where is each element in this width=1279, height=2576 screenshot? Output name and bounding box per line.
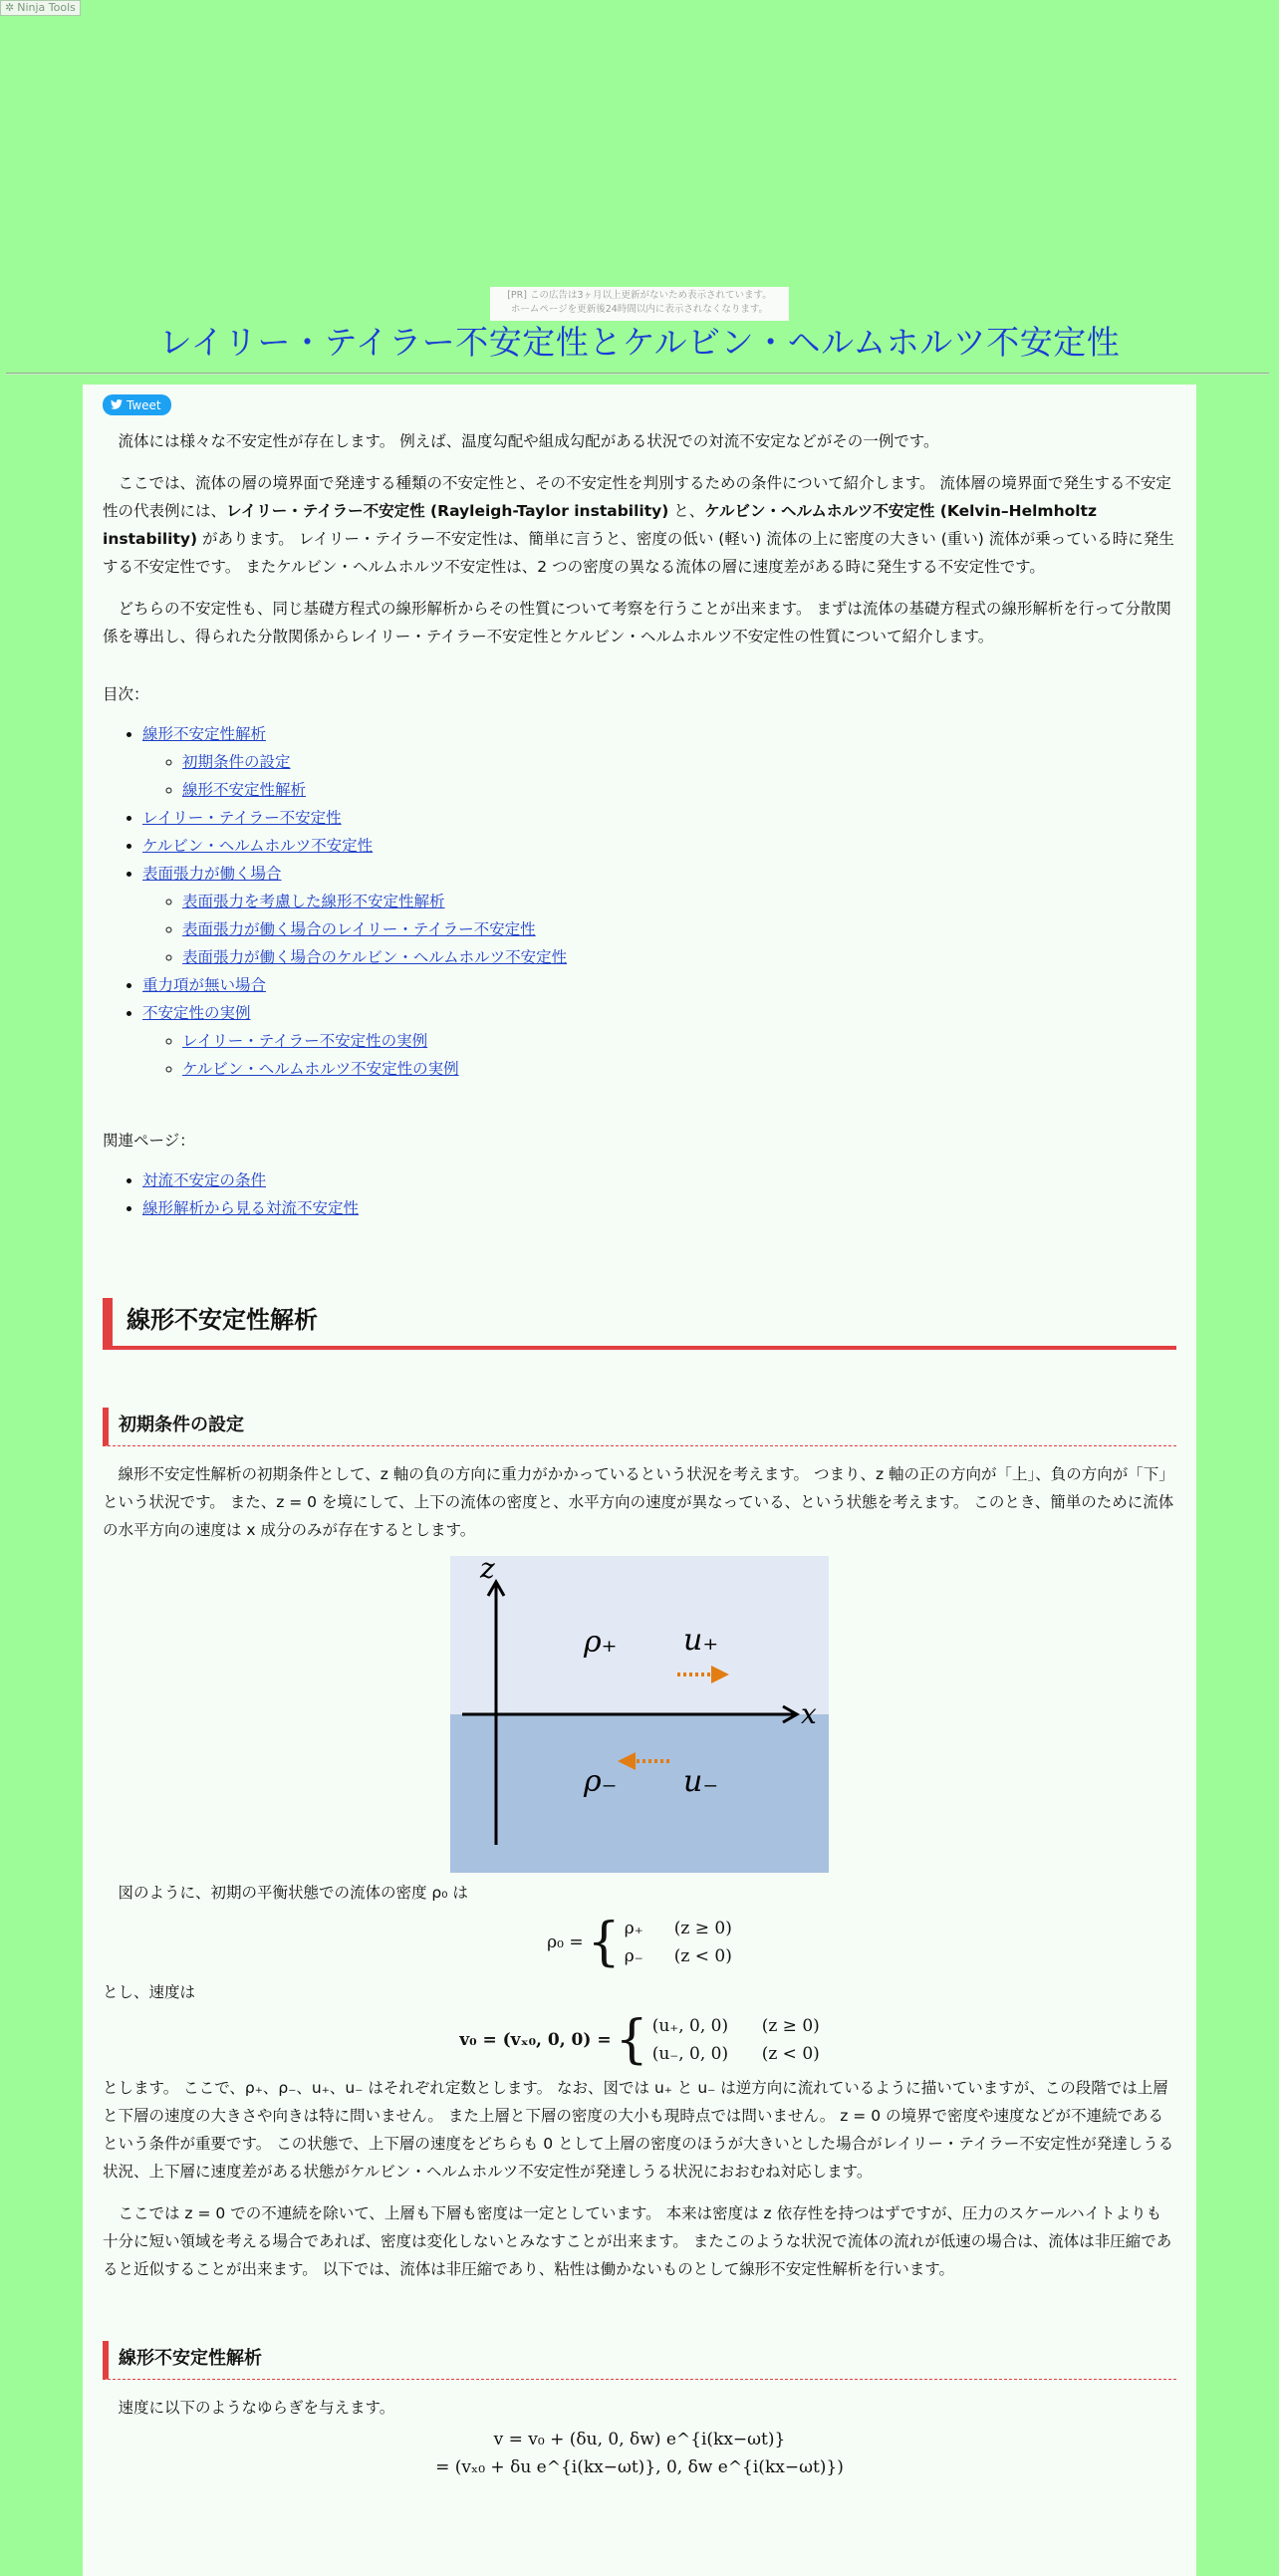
u-minus-label: u₋ [683, 1764, 719, 1799]
toc-item [142, 860, 1176, 971]
velocity-case1-value: (u₊, 0, 0) [651, 2016, 729, 2036]
toc-item [142, 720, 1176, 804]
density-case1-value: ρ₊ [624, 1919, 643, 1938]
ninja-icon: ✲ [5, 1, 15, 14]
velocity-case1-condition: (z ≥ 0) [761, 2016, 820, 2036]
rho-minus-label: ρ₋ [584, 1764, 618, 1799]
density-case2-condition: (z < 0) [673, 1946, 732, 1966]
velocity-eq-lhs: v₀ = (vₓ₀, 0, 0) = [459, 2030, 612, 2050]
intro-p2-bold-rt: レイリー・テイラー不安定性 (Rayleigh-Taylor instability) [226, 502, 669, 520]
ad-line-1: [PR] この広告は3ヶ月以上更新がないため表示されています。 [507, 290, 772, 301]
velocity-eq-brace: { [615, 2010, 648, 2070]
toc-sublink[interactable]: ケルビン・ヘルムホルツ不安定性の実例 [182, 1060, 459, 1078]
upper-fluid-region [450, 1556, 829, 1714]
section-heading: 線形不安定性解析 [103, 1298, 1176, 1350]
rho-plus-label: ρ₊ [584, 1625, 618, 1660]
ninja-tools-label: Ninja Tools [17, 1, 76, 14]
velocity-case2-condition: (z < 0) [761, 2044, 820, 2064]
intro-paragraph-1: 流体には様々な不安定性が存在します。 例えば、温度勾配や組成勾配がある状況での対流不安定などがその一例です。 [118, 432, 939, 450]
density-equation [103, 1915, 1176, 1970]
intro-p2-bold-kh: ケルビン・ヘルムホルツ不安定性 (Kelvin–Helmholtz instability) [103, 502, 1097, 548]
intro-p2-text-c: と、 [668, 502, 705, 520]
z-axis-label: z [480, 1556, 495, 1585]
related-list [103, 1166, 1176, 1222]
toc-sublink[interactable]: 線形不安定性解析 [182, 781, 307, 799]
toc-sublink[interactable]: 表面張力が働く場合のケルビン・ヘルムホルツ不安定性 [182, 948, 568, 966]
toc-link[interactable]: 表面張力が働く場合 [142, 865, 282, 883]
velocity-case2-value: (u₋, 0, 0) [651, 2044, 729, 2064]
related-item [142, 1166, 1176, 1194]
tweet-button[interactable] [103, 394, 171, 415]
toc-link[interactable]: 重力項が無い場合 [142, 976, 267, 994]
density-case2-value: ρ₋ [624, 1946, 643, 1966]
toc-subitem [182, 1027, 1176, 1055]
intro-paragraph-2 [103, 469, 1176, 581]
related-label: 関連ページ： [103, 1132, 195, 1150]
related-link[interactable]: 対流不安定の条件 [142, 1171, 267, 1189]
page-title: レイリー・テイラー不安定性とケルビン・ヘルムホルツ不安定性 [158, 323, 1121, 362]
intro-p2-text-a: ここでは、流体の層の境界面で発達する種類の不安定性と、その不安定性を判別するための条件について紹介します。 流体層の境界面で発生する不安定性の代表例には、 [103, 474, 1171, 520]
toc-link[interactable]: 線形不安定性解析 [142, 725, 267, 743]
lower-fluid-region [450, 1714, 829, 1873]
toc-subitem [182, 1055, 1176, 1083]
toc-link[interactable]: 不安定性の実例 [142, 1004, 251, 1022]
article-content [83, 385, 1196, 2576]
analysis-paragraph-1: 速度に以下のようなゆらぎを与えます。 [118, 2399, 395, 2417]
title-divider [6, 373, 1269, 375]
setup-paragraph-5: ここでは z = 0 での不連続を除いて、上層も下層も密度は一定としています。 本来は密度は z 依存性を持つはずですが、圧力のスケールハイトよりも十分に短い領域を考える場合であれば、密度は変化しないとみなすことが出来ます。 またこのような状況で流体の流れが低速の場合は、流体は非圧縮であると近似することが出来ます。 以下では、流体は非圧縮であり、粘性は働かないものとして線形不安定性解析を行います。 [103, 2204, 1172, 2278]
tweet-label: Tweet [127, 397, 161, 412]
density-case1-condition: (z ≥ 0) [673, 1919, 732, 1938]
toc-sublink[interactable]: 初期条件の設定 [182, 753, 291, 771]
toc-subitem [182, 915, 1176, 943]
related-item [142, 1194, 1176, 1222]
toc-item [142, 804, 1176, 832]
x-axis-label: x [801, 1697, 817, 1730]
subsection-heading: 線形不安定性解析 [103, 2341, 1176, 2380]
toc-subitem [182, 888, 1176, 915]
toc-label: 目次： [103, 685, 149, 703]
intro-p2-text-d: があります。 レイリー・テイラー不安定性は、簡単に言うと、密度の低い (軽い) 流体の上に密度の大きい (重い) 流体が乗っている時に発生する不安定性です。 またケルビン・ヘルムホルツ不安定性は、2 つの密度の異なる流体の層に速度差がある時に発生する不安定性です。 [103, 530, 1174, 576]
toc-link[interactable]: レイリー・テイラー不安定性 [142, 809, 342, 827]
toc-subitem [182, 776, 1176, 804]
setup-paragraph-4: とします。 ここで、ρ₊、ρ₋、u₊、u₋ はそれぞれ定数とします。 なお、図では u₊ と u₋ は逆方向に流れているように描いていますが、この段階では上層と下層の速度の大きさや向きは特に問いません。 また上層と下層の密度の大小も現時点では問いません。 z = 0 の境界で密度や速度などが不連続であるという条件が重要です。 この状態で、上下層の速度をどちらも 0 として上層の密度のほうが大きいとした場合がレイリー・テイラー不安定性が発達しうる状況、上下層に速度差がある状態がケルビン・ヘルムホルツ不安定性が発達しうる状況におおむね対応します。 [103, 2079, 1174, 2181]
velocity-equation [103, 2012, 1176, 2068]
toc-sublink[interactable]: レイリー・テイラー不安定性の実例 [182, 1032, 428, 1050]
perturbation-equation-line-2: = (vₓ₀ + δu e^{i(kx−ωt)}, 0, δw e^{i(kx−ωt)}) [435, 2457, 844, 2477]
subsection-heading: 初期条件の設定 [103, 1408, 1176, 1446]
perturbation-equation-line-1: v = v₀ + (δu, 0, δw) e^{i(kx−ωt)} [493, 2430, 786, 2449]
density-eq-lhs: ρ₀ = [547, 1932, 584, 1952]
initial-condition-figure [450, 1556, 829, 1873]
setup-paragraph-1: 線形不安定性解析の初期条件として、z 軸の負の方向に重力がかかっているという状況を考えます。 つまり、z 軸の正の方向が「上」、負の方向が「下」という状況です。 また、z = 0 を境にして、上下の流体の密度と、水平方向の速度が異なっている、という状態を考えます。 このとき、簡単のために流体の水平方向の速度は x 成分のみが存在するとします。 [103, 1465, 1174, 1539]
ad-notice[interactable] [490, 287, 789, 321]
toc-item [142, 999, 1176, 1083]
toc-subitem [182, 943, 1176, 971]
toc-link[interactable]: ケルビン・ヘルムホルツ不安定性 [142, 837, 374, 855]
ad-line-2: ホームページを更新後24時間以内に表示されなくなります。 [510, 304, 769, 315]
toc-subitem [182, 748, 1176, 776]
toc-item [142, 971, 1176, 999]
related-link[interactable]: 線形解析から見る対流不安定性 [142, 1199, 360, 1217]
density-eq-brace: { [587, 1913, 621, 1972]
setup-paragraph-2: 図のように、初期の平衡状態での流体の密度 ρ₀ は [118, 1884, 468, 1902]
intro-paragraph-3: どちらの不安定性も、同じ基礎方程式の線形解析からその性質について考察を行うことが出来ます。 まずは流体の基礎方程式の線形解析を行って分散関係を導出し、得られた分散関係からレイリー・テイラー不安定性とケルビン・ヘルムホルツ不安定性の性質について紹介します。 [103, 600, 1171, 645]
twitter-bird-icon [111, 398, 123, 412]
toc-list [103, 720, 1176, 1083]
toc-sublink[interactable]: 表面張力が働く場合のレイリー・テイラー不安定性 [182, 920, 536, 938]
u-plus-label: u₊ [683, 1623, 719, 1658]
setup-paragraph-3: とし、速度は [103, 1983, 196, 2001]
toc-item [142, 832, 1176, 860]
ninja-tools-badge[interactable] [0, 0, 81, 16]
toc-sublink[interactable]: 表面張力を考慮した線形不安定性解析 [182, 893, 445, 910]
